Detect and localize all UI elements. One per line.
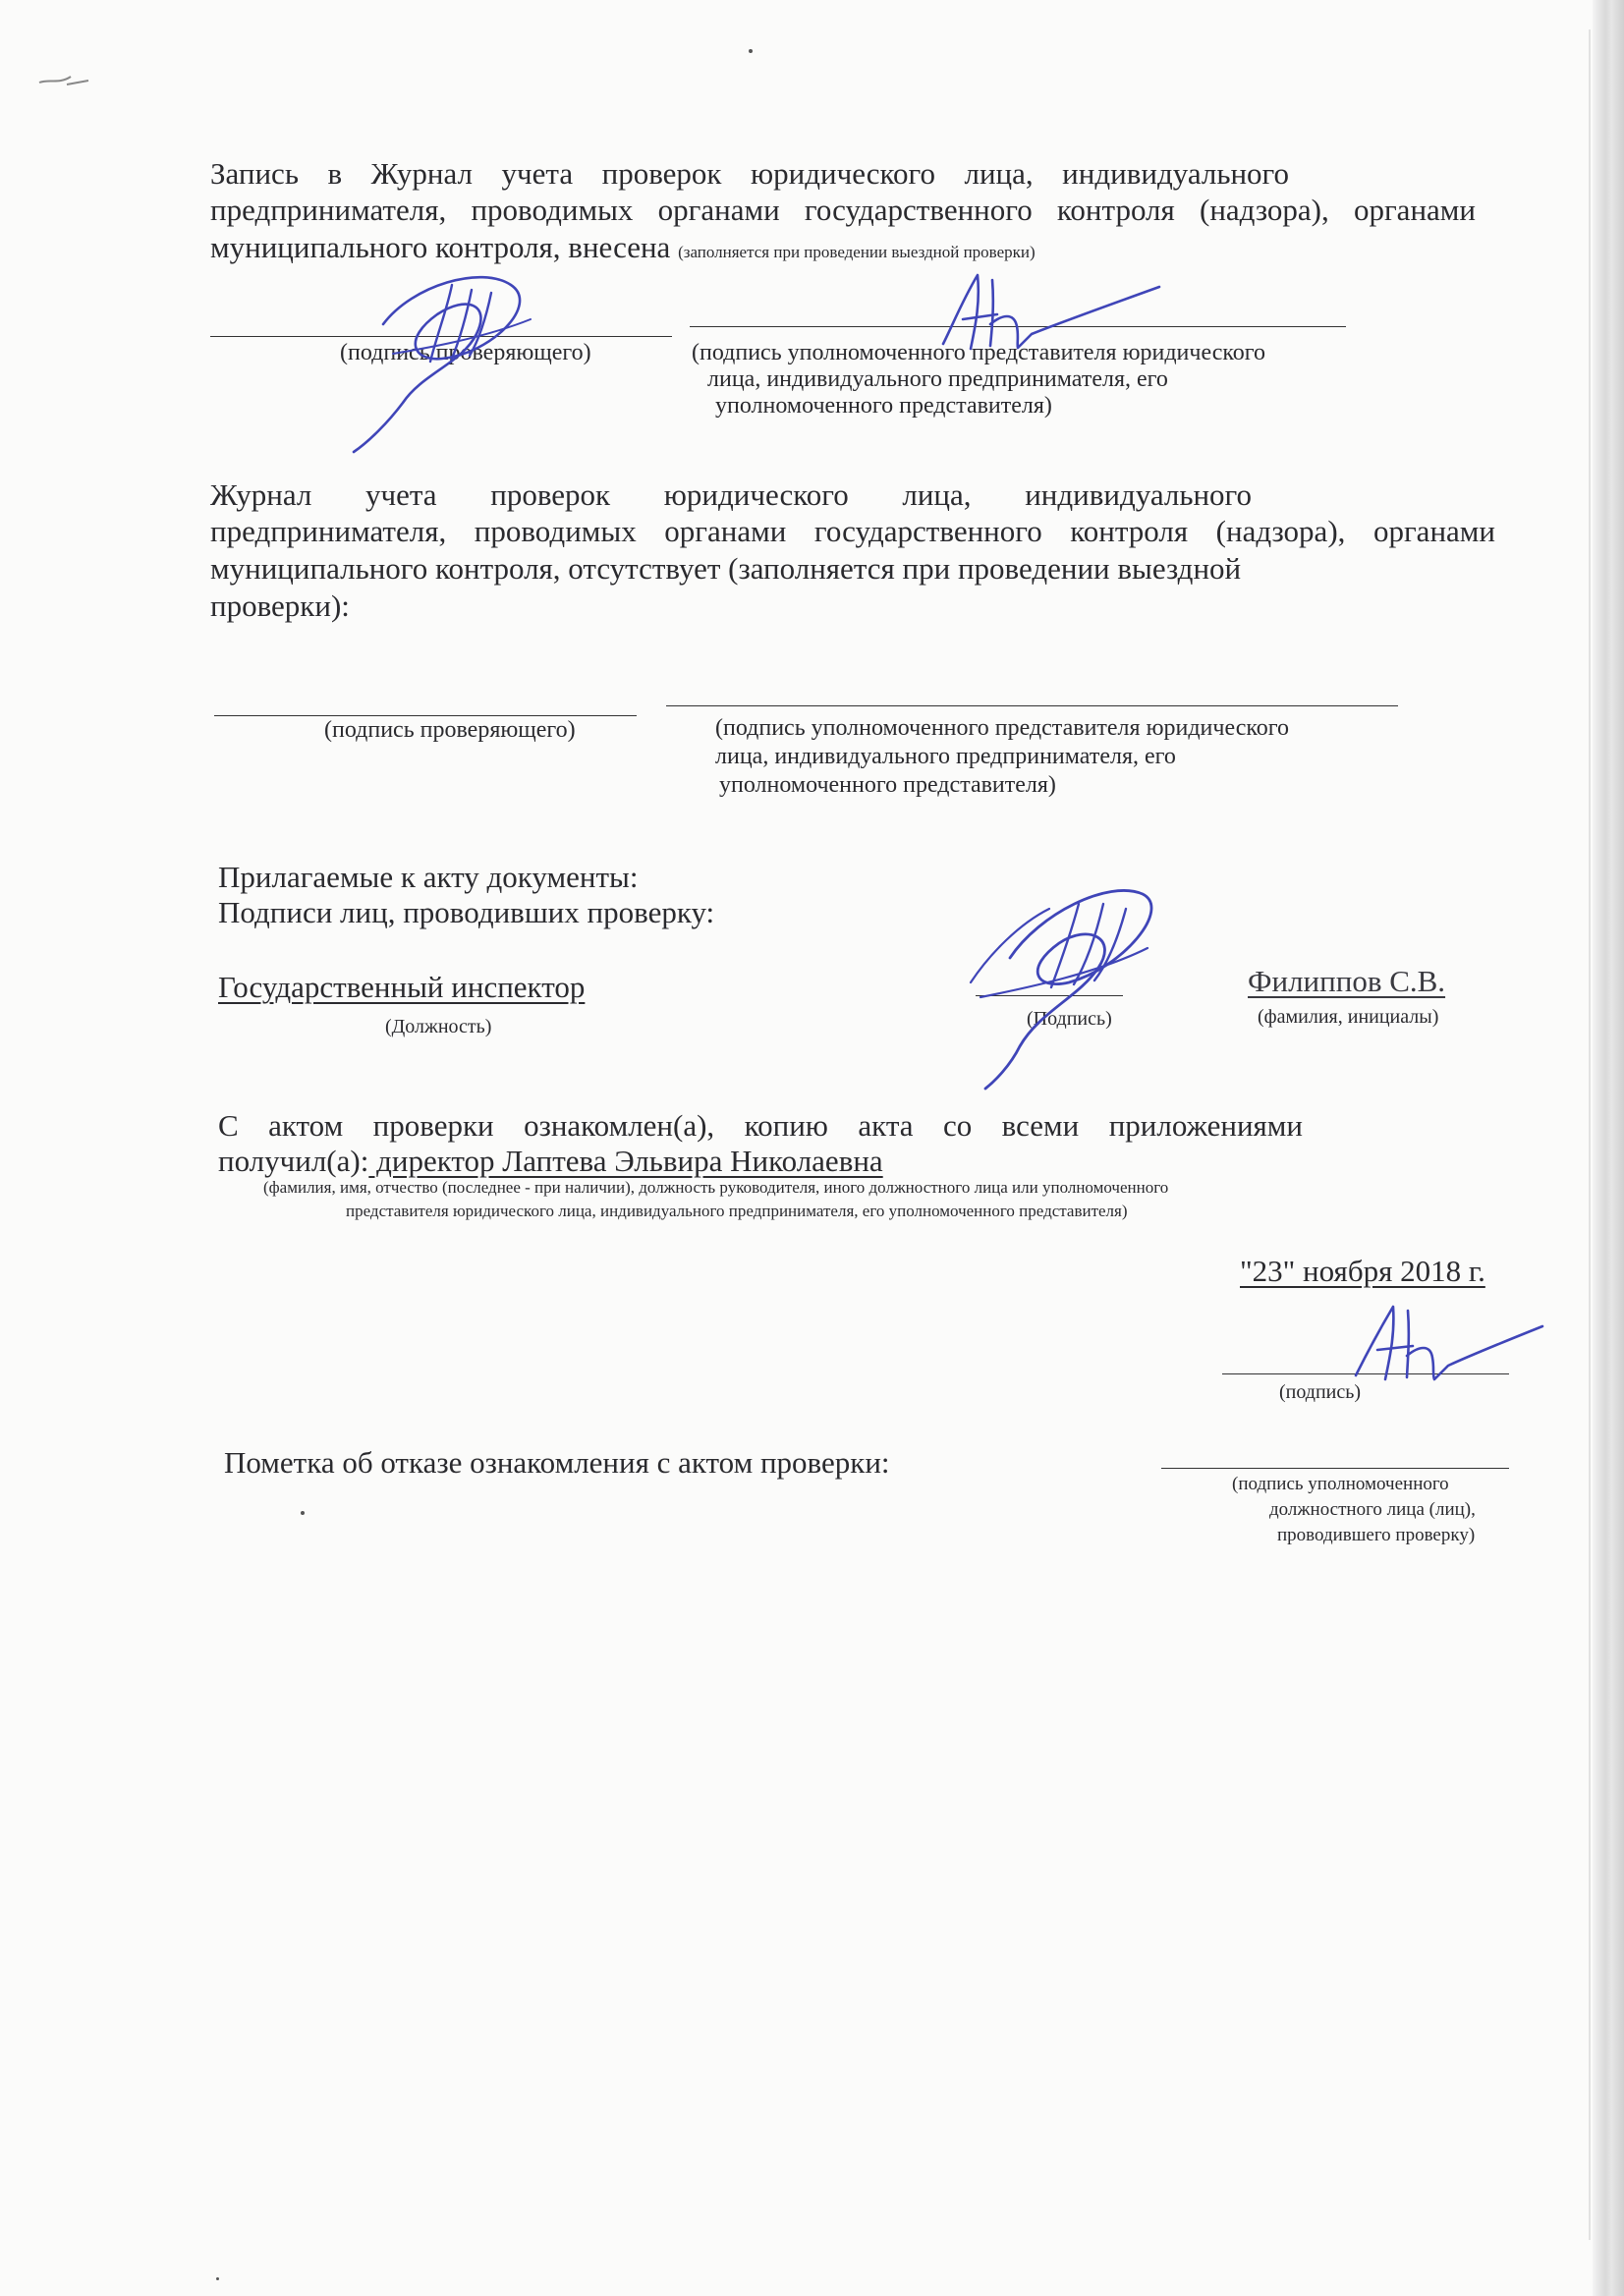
journal-entry-line-1: Запись в Журнал учета проверок юридического лица, индивидуального: [210, 156, 1289, 191]
inspector-caption-1: (подпись проверяющего): [340, 340, 591, 365]
journal-absent-line-1: Журнал учета проверок юридического лица, индивидуального: [210, 477, 1252, 512]
inspector-signature-line-2: [214, 715, 637, 716]
journal-absent-line-4: проверки):: [210, 588, 350, 623]
journal-entry-line-2: предпринимателя, проводимых органами государственного контроля (надзора), органами: [210, 193, 1476, 227]
inspector-caption-2: (подпись проверяющего): [324, 717, 576, 743]
inspector-position: Государственный инспектор: [218, 970, 586, 1004]
scan-speck: [749, 49, 753, 53]
received-by-label: получил(а):: [218, 1144, 369, 1178]
acknowledgement-caption-2: представителя юридического лица, индивидуального предпринимателя, его уполномоченного представителя): [346, 1202, 1128, 1220]
acknowledgement-line-1: С актом проверки ознакомлен(а), копию акта со всеми приложениями: [218, 1108, 1303, 1143]
scan-speck: [216, 2277, 219, 2280]
scan-speck: [301, 1511, 305, 1515]
rep-signature-2: [1346, 1299, 1552, 1387]
rep-caption-1b: лица, индивидуального предпринимателя, его: [707, 366, 1168, 392]
rep-signature-1: [924, 265, 1169, 364]
scan-edge-line: [1589, 29, 1591, 2240]
journal-absent-line-3: муниципального контроля, отсутствует (заполняется при проведении выездной: [210, 551, 1242, 586]
acknowledgement-date: "23" ноября 2018 г.: [1240, 1254, 1485, 1288]
rep-caption-1a: (подпись уполномоченного представителя юридического: [692, 340, 1266, 365]
inspector-signature-2: [951, 865, 1167, 1091]
acknowledgement-line-2: [218, 1143, 883, 1180]
journal-entry-line-3-main: муниципального контроля, внесена: [210, 230, 671, 264]
acknowledgement-signature-caption: (подпись): [1279, 1381, 1362, 1403]
rep-caption-2b: лица, индивидуального предпринимателя, его: [715, 744, 1176, 769]
inspector-name: Филиппов С.В.: [1248, 964, 1446, 998]
journal-entry-line-3: [210, 229, 1036, 271]
inspector-signature-1: [344, 246, 560, 462]
scan-mark: [37, 65, 96, 88]
rep-caption-2a: (подпись уполномоченного представителя юридического: [715, 715, 1290, 741]
refusal-caption-3: проводившего проверку): [1277, 1525, 1476, 1545]
signatures-label: Подписи лиц, проводивших проверку:: [218, 895, 715, 929]
acknowledgement-caption-1: (фамилия, имя, отчество (последнее - при наличии), должность руководителя, иного должностного лица или уполномоченного: [263, 1178, 1169, 1197]
refusal-caption-2: должностного лица (лиц),: [1269, 1499, 1476, 1520]
position-caption: (Должность): [385, 1016, 492, 1037]
signature-caption: (Подпись): [1027, 1008, 1112, 1030]
attachments-label: Прилагаемые к акту документы:: [218, 860, 639, 894]
scan-edge-shadow: [1593, 0, 1624, 2296]
refusal-caption-1: (подпись уполномоченного: [1232, 1474, 1449, 1494]
rep-caption-1c: уполномоченного представителя): [715, 393, 1052, 419]
rep-signature-line-2: [666, 705, 1398, 706]
name-caption: (фамилия, инициалы): [1258, 1006, 1439, 1028]
journal-absent-line-2: предпринимателя, проводимых органами государственного контроля (надзора), органами: [210, 514, 1495, 548]
journal-entry-line-3-note: (заполняется при проведении выездной проверки): [678, 243, 1036, 261]
received-by-value: директор Лаптева Эльвира Николаевна: [368, 1144, 883, 1178]
refusal-signature-line: [1161, 1468, 1509, 1469]
rep-caption-2c: уполномоченного представителя): [719, 772, 1056, 798]
refusal-label: Пометка об отказе ознакомления с актом проверки:: [224, 1445, 890, 1480]
